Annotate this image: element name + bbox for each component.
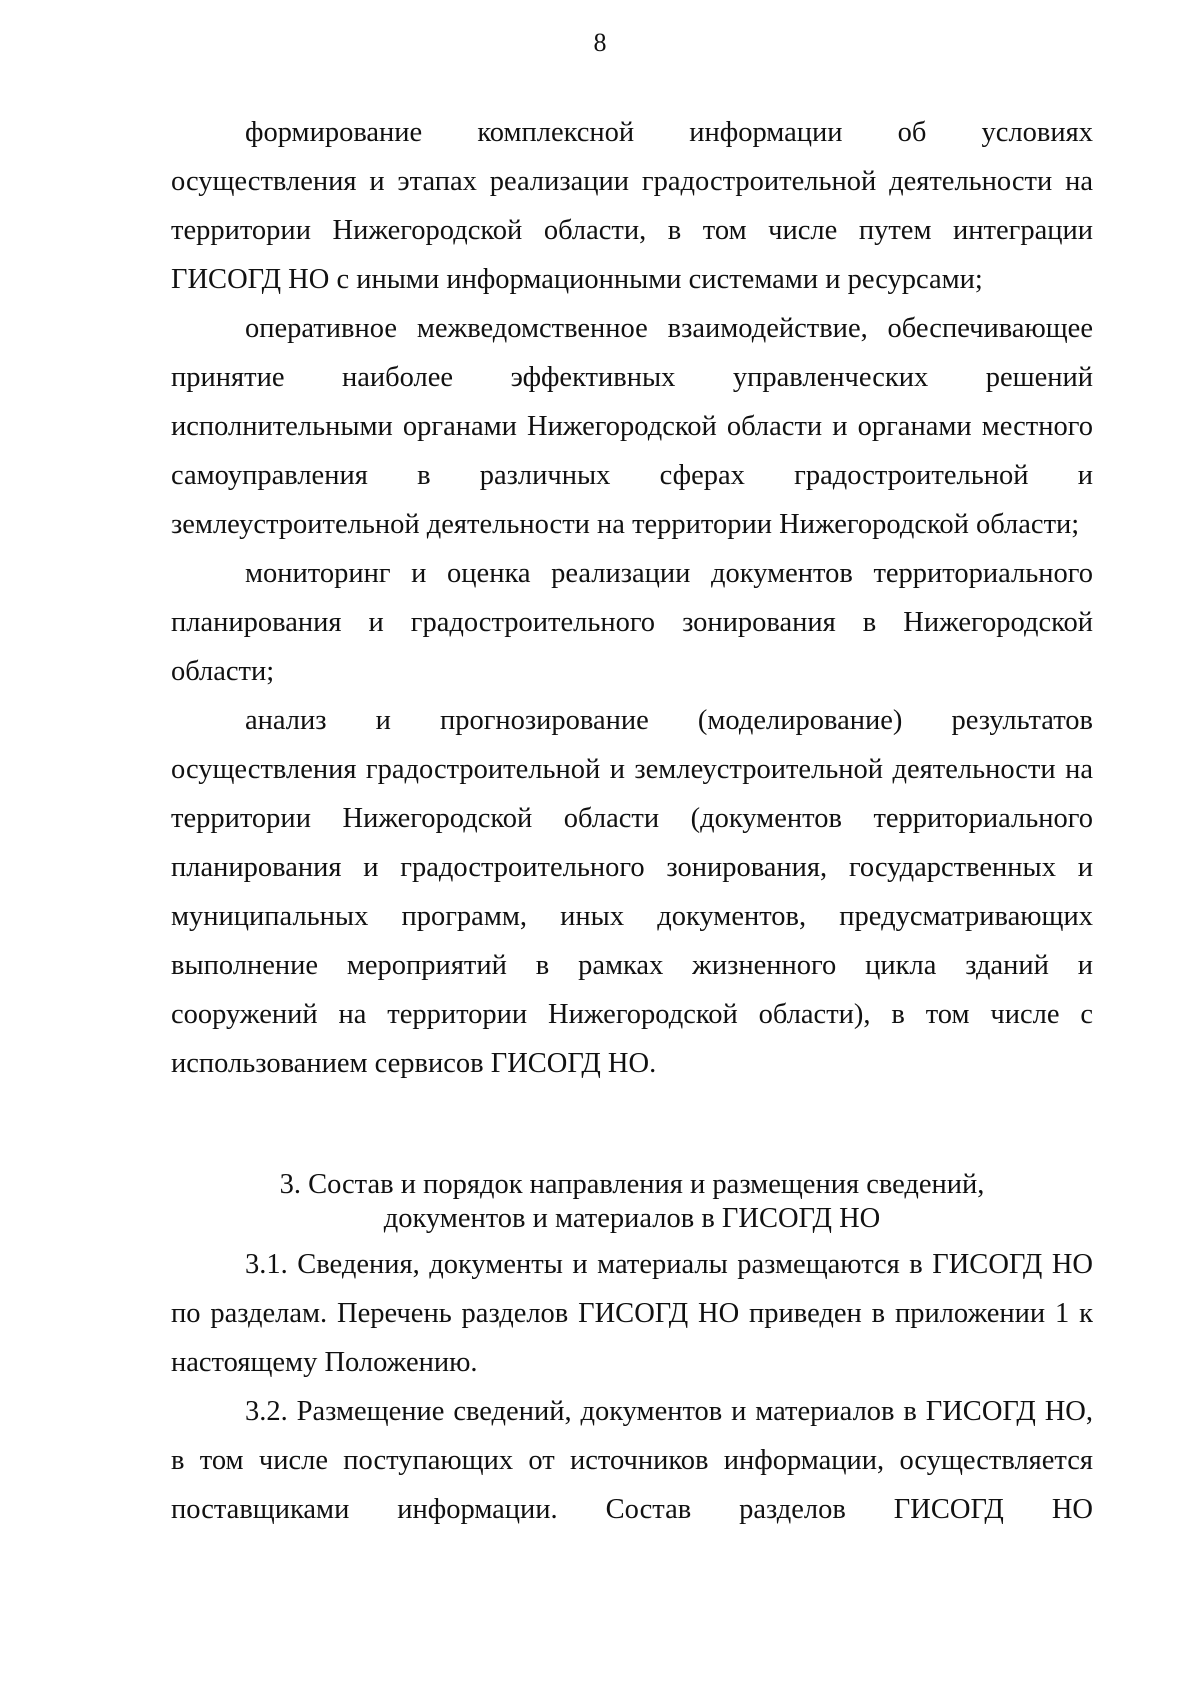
paragraph-analysis-forecasting: анализ и прогнозирование (моделирование) результатов осуществления градостроительной и землеустроительной деятельности на территории Нижегородской области (документов территориального планирования и градостроительного зонирования, государственных и муниципальных программ, иных документов, предусматривающих выполнение мероприятий в рамках жизненного цикла зданий и сооружений на территории Нижегородской области), в том числе с использованием сервисов ГИСОГД НО. xyxy=(171,705,1093,1079)
page-number: 8 xyxy=(593,28,607,57)
document-body xyxy=(171,108,1093,1534)
paragraph-interagency-interaction: оперативное межведомственное взаимодействие, обеспечивающее принятие наиболее эффективных управленческих решений исполнительными органами Нижегородской области и органами местного самоуправления в различных сферах градостроительной и землеустроительной деятельности на территории Нижегородской области; xyxy=(171,313,1093,540)
section-heading-line-1: 3. Состав и порядок направления и размещения сведений, xyxy=(279,1169,985,1200)
section-heading-3 xyxy=(171,1168,1093,1236)
paragraph-3-2: 3.2. Размещение сведений, документов и материалов в ГИСОГД НО, в том числе поступающих от источников информации, осуществляется поставщиками информации. Состав разделов ГИСОГД НО xyxy=(171,1396,1093,1525)
paragraph-3-1: 3.1. Сведения, документы и материалы размещаются в ГИСОГД НО по разделам. Перечень разделов ГИСОГД НО приведен в приложении 1 к настоящему Положению. xyxy=(171,1249,1093,1378)
section-heading-line-2: документов и материалов в ГИСОГД НО xyxy=(383,1203,881,1234)
paragraph-monitoring: мониторинг и оценка реализации документов территориального планирования и градостроительного зонирования в Нижегородской области; xyxy=(171,558,1093,687)
paragraph-integrated-info: формирование комплексной информации об условиях осуществления и этапах реализации градостроительной деятельности на территории Нижегородской области, в том числе путем интеграции ГИСОГД НО с иными информационными системами и ресурсами; xyxy=(171,117,1093,295)
